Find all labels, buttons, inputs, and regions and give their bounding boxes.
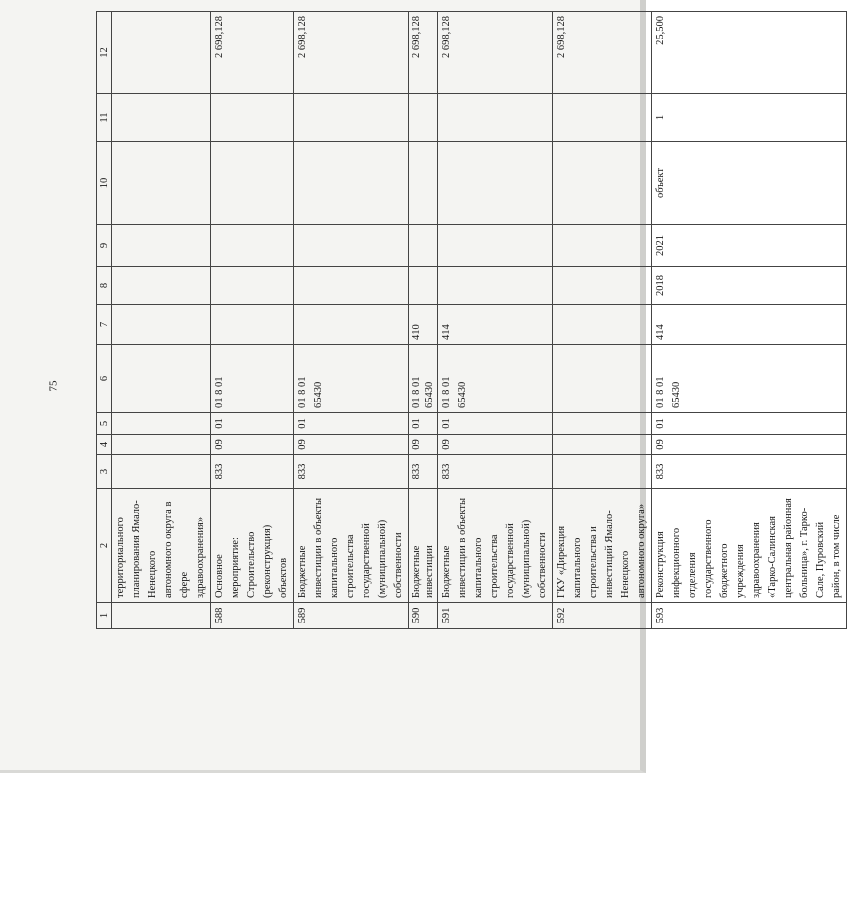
cell-target: 01 8 01 65430 (652, 345, 847, 413)
cell-amount: 2 698,128 (438, 12, 553, 94)
col-header-8: 8 (97, 267, 112, 305)
cell-expense-type (211, 305, 294, 345)
cell-name: территориального планирования Ямало-Ненецкого автономного округа в сфере здравоохранения» (112, 489, 211, 603)
cell-subsection: 01 (652, 413, 847, 435)
col-header-9: 9 (97, 225, 112, 267)
cell-end-year (409, 225, 438, 267)
cell-end-year (112, 225, 211, 267)
cell-subsection (112, 413, 211, 435)
cell-grbs: 833 (211, 455, 294, 489)
cell-num: 590 (409, 603, 438, 629)
cell-start-year (211, 267, 294, 305)
table-row (409, 12, 438, 629)
cell-amount: 2 698,128 (211, 12, 294, 94)
cell-unit (438, 142, 553, 225)
header-row (97, 12, 112, 629)
cell-section: 09 (409, 435, 438, 455)
cell-subsection: 01 (438, 413, 553, 435)
cell-num: 588 (211, 603, 294, 629)
cell-num (112, 603, 211, 629)
cell-unit (409, 142, 438, 225)
col-header-5: 5 (97, 413, 112, 435)
cell-section: 09 (438, 435, 553, 455)
cell-name: Реконструкция инфекционного отделения государственного бюджетного учреждения здравоохранения «Тарко-Салинская центральная районная больница», г. Тарко-Сале, Пуровский район, в том числе (652, 489, 847, 603)
cell-amount: 2 698,128 (294, 12, 409, 94)
col-header-4: 4 (97, 435, 112, 455)
table-row (294, 12, 409, 629)
cell-name: ГКУ «Дирекция капитального строительства и инвестиций Ямало-Ненецкого автономного округа» (553, 489, 652, 603)
cell-expense-type (112, 305, 211, 345)
cell-grbs (112, 455, 211, 489)
cell-target: 01 8 01 (211, 345, 294, 413)
cell-name: Бюджетные инвестиции в объекты капитального строительства государственной (муниципальной) собственности (438, 489, 553, 603)
cell-unit (211, 142, 294, 225)
cell-num: 591 (438, 603, 553, 629)
cell-quantity (409, 94, 438, 142)
cell-expense-type: 410 (409, 305, 438, 345)
col-header-11: 11 (97, 94, 112, 142)
cell-start-year: 2018 (652, 267, 847, 305)
cell-expense-type (294, 305, 409, 345)
cell-start-year (438, 267, 553, 305)
budget-table (96, 11, 847, 629)
table-row (652, 12, 847, 629)
cell-amount: 25,500 (652, 12, 847, 94)
cell-amount: 2 698,128 (409, 12, 438, 94)
table-row (112, 12, 211, 629)
cell-expense-type: 414 (652, 305, 847, 345)
cell-target (112, 345, 211, 413)
cell-section: 09 (652, 435, 847, 455)
cell-amount: 2 698,128 (553, 12, 652, 94)
cell-unit (553, 142, 652, 225)
page-number: 75 (47, 380, 60, 392)
cell-section (553, 435, 652, 455)
cell-end-year (438, 225, 553, 267)
cell-unit (112, 142, 211, 225)
cell-end-year: 2021 (652, 225, 847, 267)
cell-subsection (553, 413, 652, 435)
cell-expense-type (553, 305, 652, 345)
cell-target (553, 345, 652, 413)
table-rotated-container (96, 12, 842, 629)
cell-end-year (211, 225, 294, 267)
table-row (211, 12, 294, 629)
cell-name: Основное мероприятие: Строительство (реконструкция) объектов (211, 489, 294, 603)
cell-start-year (553, 267, 652, 305)
cell-subsection: 01 (409, 413, 438, 435)
cell-section: 09 (211, 435, 294, 455)
cell-target: 01 8 01 65430 (438, 345, 553, 413)
cell-start-year (294, 267, 409, 305)
cell-expense-type: 414 (438, 305, 553, 345)
cell-unit (294, 142, 409, 225)
cell-grbs: 833 (652, 455, 847, 489)
cell-subsection: 01 (294, 413, 409, 435)
col-header-3: 3 (97, 455, 112, 489)
cell-grbs: 833 (294, 455, 409, 489)
cell-quantity (553, 94, 652, 142)
cell-start-year (409, 267, 438, 305)
cell-target: 01 8 01 65430 (294, 345, 409, 413)
table-row (438, 12, 553, 629)
cell-amount (112, 12, 211, 94)
col-header-2: 2 (97, 489, 112, 603)
cell-name: Бюджетные инвестиции в объекты капитального строительства государственной (муниципальной) собственности (294, 489, 409, 603)
col-header-7: 7 (97, 305, 112, 345)
cell-end-year (553, 225, 652, 267)
cell-target: 01 8 01 65430 (409, 345, 438, 413)
cell-subsection: 01 (211, 413, 294, 435)
cell-num: 593 (652, 603, 847, 629)
cell-num: 589 (294, 603, 409, 629)
cell-start-year (112, 267, 211, 305)
cell-section: 09 (294, 435, 409, 455)
cell-unit: объект (652, 142, 847, 225)
cell-grbs (553, 455, 652, 489)
cell-section (112, 435, 211, 455)
cell-grbs: 833 (438, 455, 553, 489)
cell-quantity (211, 94, 294, 142)
table-row (553, 12, 652, 629)
col-header-6: 6 (97, 345, 112, 413)
col-header-12: 12 (97, 12, 112, 94)
col-header-1: 1 (97, 603, 112, 629)
cell-quantity (112, 94, 211, 142)
cell-name: Бюджетные инвестиции (409, 489, 438, 603)
cell-quantity (438, 94, 553, 142)
cell-quantity: 1 (652, 94, 847, 142)
cell-grbs: 833 (409, 455, 438, 489)
cell-end-year (294, 225, 409, 267)
cell-quantity (294, 94, 409, 142)
cell-num: 592 (553, 603, 652, 629)
col-header-10: 10 (97, 142, 112, 225)
